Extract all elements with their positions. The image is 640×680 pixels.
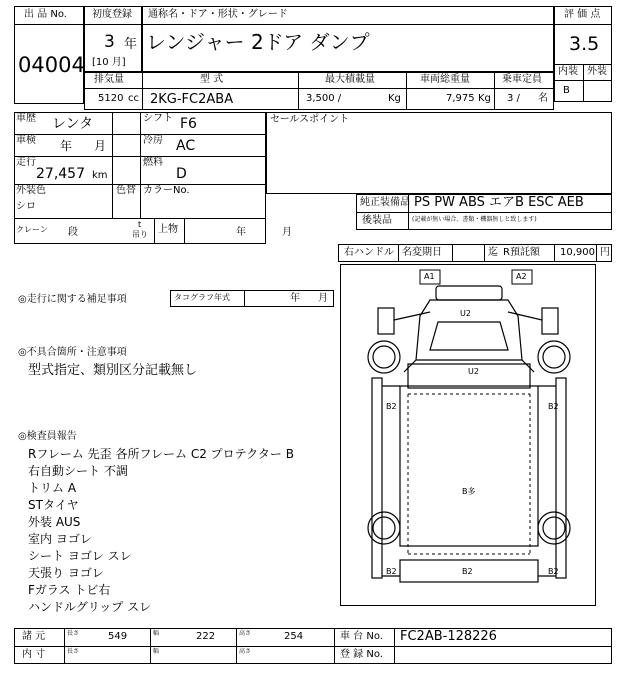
- interior-dims-label: 内 寸: [22, 649, 46, 660]
- length: 549: [108, 631, 128, 642]
- color-change-label: 色替: [116, 185, 136, 196]
- gross-weight: 7,975: [446, 93, 475, 104]
- inspector-label: ◎検査員報告: [18, 431, 77, 442]
- damage-u2-roof: U2: [460, 309, 471, 318]
- model: 2KG-FC2ABA: [150, 92, 234, 107]
- upper-body-year: 年: [236, 227, 246, 238]
- model-label: 型 式: [200, 74, 224, 85]
- mileage-label: 走行: [16, 157, 36, 168]
- gross-weight-label: 車両総重量: [420, 74, 470, 85]
- tachograph-month: 月: [318, 293, 328, 304]
- seats-label: 乗車定員: [502, 74, 542, 85]
- gross-weight-unit: Kg: [478, 93, 491, 104]
- inspector-line: 外装 AUS: [28, 515, 81, 529]
- capacity: 3,500 /: [306, 93, 342, 104]
- interior-grade: B: [563, 85, 570, 96]
- chassis-number: FC2AB-128226: [400, 629, 497, 644]
- first-registration-label: 初度登録: [92, 9, 132, 20]
- history-label: 車歴: [16, 113, 36, 124]
- fuel: D: [176, 166, 187, 182]
- interior-grade-label: 内装: [558, 66, 578, 77]
- inspector-line: トリム A: [28, 481, 77, 495]
- capacity-label: 最大積載量: [325, 74, 375, 85]
- upper-body-label: 上物: [158, 224, 178, 235]
- sales-point-label: セールスポイント: [270, 114, 350, 125]
- aftermarket-label: 後装品: [362, 215, 392, 226]
- damage-b2-bottom-right: B2: [548, 567, 559, 576]
- registration-month: [10 月]: [92, 57, 126, 68]
- mileage-unit: km: [92, 170, 108, 181]
- exterior-grade-label: 外装: [587, 66, 607, 77]
- crane-ton-unit: t: [138, 220, 142, 229]
- shift: F6: [180, 116, 197, 132]
- interior-width-label: 幅: [153, 648, 160, 655]
- registration-year-unit: 年: [124, 37, 138, 52]
- equipment: PS PW ABS エアB ESC AEB: [414, 195, 584, 210]
- crane-ton: 吊り: [132, 230, 148, 239]
- displacement: 5120: [98, 93, 124, 104]
- shift-label: シフト: [143, 113, 173, 124]
- damage-a2: A2: [516, 272, 527, 281]
- seats-unit: 名: [538, 93, 548, 104]
- inspector-line: 右自動シート 不調: [28, 464, 128, 478]
- crane-label: クレーン: [16, 225, 48, 234]
- dimensions-label: 諸 元: [22, 631, 46, 642]
- inspector-line: Rフレーム 先歪 各所フレーム C2 プロテクター B: [28, 447, 294, 461]
- color-label: 外装色: [16, 185, 46, 196]
- dump-bed: [400, 386, 538, 546]
- car-name: レンジャー 2ドア ダンプ: [146, 30, 370, 54]
- inspector-line: 室内 ヨゴレ: [28, 532, 92, 546]
- history: レンタ: [52, 116, 94, 132]
- inspector-line: 天張り ヨゴレ: [28, 566, 104, 580]
- car-name-label: 通称名・ドア・形状・グレード: [148, 9, 288, 20]
- upper-body-month: 月: [282, 227, 292, 238]
- left-side-gate: [372, 378, 382, 578]
- right-mirror: [542, 308, 558, 334]
- damage-b2-right: B2: [548, 402, 559, 411]
- inspector-line: STタイヤ: [28, 498, 79, 512]
- displacement-unit: cc: [128, 93, 139, 104]
- seats: 3 /: [507, 93, 520, 104]
- defect-label: ◎不具合箇所・注意事項: [18, 347, 127, 358]
- width: 222: [196, 631, 216, 642]
- tachograph-year: 年: [290, 293, 300, 304]
- supplement-label: ◎走行に関する補足事項: [18, 294, 127, 305]
- displacement-label: 排気量: [94, 74, 124, 85]
- damage-b2-rear: B2: [462, 567, 473, 576]
- inspection-year: 年: [60, 139, 73, 153]
- aircon: AC: [176, 138, 196, 154]
- recycle-label: R預託額: [503, 247, 540, 258]
- height: 254: [284, 631, 304, 642]
- inspector-line: Fガラス トビ右: [28, 583, 111, 597]
- windshield: [430, 322, 508, 350]
- chassis-label: 車 台 No.: [340, 631, 383, 642]
- interior-length-label: 長さ: [67, 648, 80, 655]
- crane-stage: 段: [68, 227, 78, 238]
- inspection-month: 月: [94, 139, 107, 153]
- aftermarket-note: (記載が無い場合、書類・機器無しと致します): [412, 216, 537, 223]
- damage-u2-front: U2: [468, 367, 479, 376]
- score-label: 評 価 点: [564, 9, 601, 20]
- width-label: 幅: [153, 630, 160, 637]
- height-label: 高さ: [239, 630, 252, 637]
- damage-b2-left: B2: [386, 402, 397, 411]
- inspector-line: シート ヨゴレ スレ: [28, 549, 132, 563]
- registration-year: 3: [104, 32, 115, 52]
- lot-number: 04004: [18, 53, 85, 77]
- damage-b-main: B多: [462, 487, 476, 496]
- lot-number-label: 出 品 No.: [24, 9, 67, 20]
- tachograph-label: タコグラフ年式: [174, 293, 230, 302]
- color: シロ: [16, 201, 36, 212]
- name-change-label: 名変期日: [402, 247, 442, 258]
- damage-b2-bottom-left: B2: [386, 567, 397, 576]
- mileage: 27,457: [36, 166, 85, 182]
- defect-text: 型式指定、類別区分記載無し: [28, 363, 198, 378]
- inspection-label: 車検: [16, 135, 36, 146]
- capacity-unit: Kg: [388, 93, 401, 104]
- inspector-line: ハンドルグリップ スレ: [28, 600, 152, 614]
- left-mirror: [378, 308, 394, 334]
- recycle-unit: 円: [600, 247, 610, 258]
- deadline-label: 迄: [488, 247, 498, 258]
- length-label: 長さ: [67, 630, 80, 637]
- recycle-amount: 10,900: [560, 247, 595, 258]
- steering-side: 右ハンドル: [344, 247, 394, 258]
- cab-roof: [436, 286, 502, 300]
- registration-number-label: 登 録 No.: [340, 649, 383, 660]
- aircon-label: 冷房: [143, 135, 163, 146]
- damage-a1: A1: [424, 272, 435, 281]
- score: 3.5: [569, 33, 600, 55]
- interior-height-label: 高さ: [239, 648, 252, 655]
- color-code-label: カラーNo.: [143, 185, 190, 196]
- equipment-label: 純正装備品: [360, 197, 410, 208]
- fuel-label: 燃料: [143, 157, 163, 168]
